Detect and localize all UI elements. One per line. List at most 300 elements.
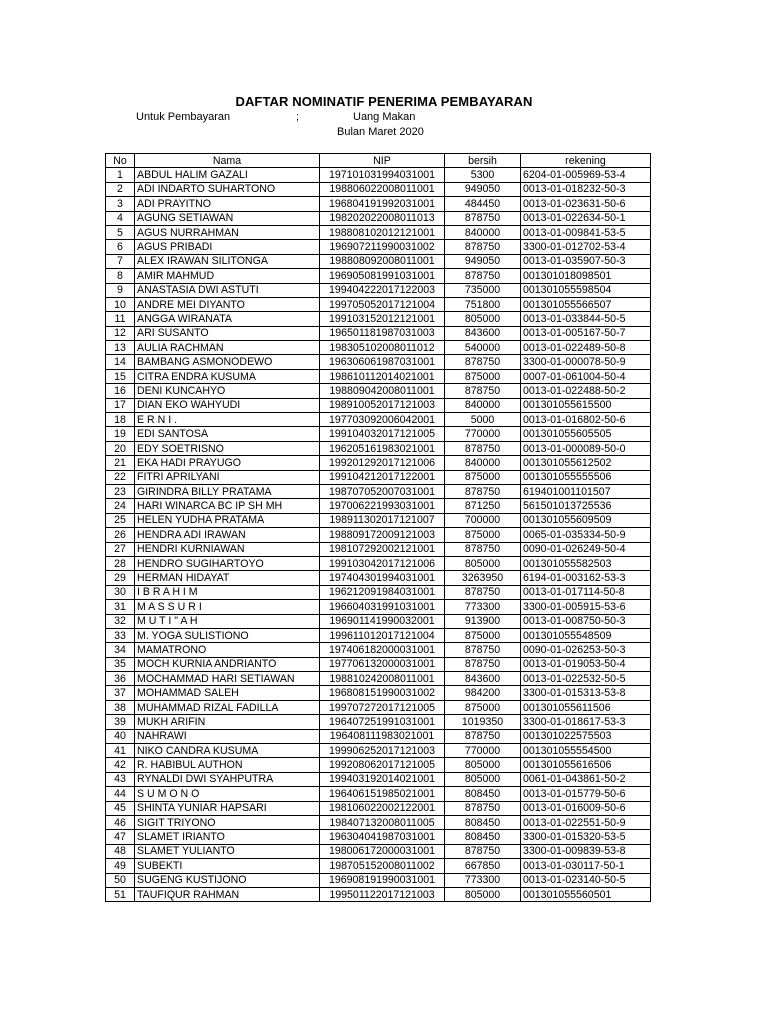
net-amount: 878750 — [445, 384, 521, 398]
row-number: 12 — [106, 326, 135, 340]
employee-nip: 197404301994031001 — [320, 571, 445, 585]
table-row — [106, 787, 651, 801]
employee-nip: 196407251991031001 — [320, 715, 445, 729]
employee-nip: 196408111983021001 — [320, 729, 445, 743]
table-row — [106, 312, 651, 326]
account-number: 001301022575503 — [521, 729, 651, 743]
table-row — [106, 197, 651, 211]
row-number: 39 — [106, 715, 135, 729]
employee-nip: 196808151990031002 — [320, 686, 445, 700]
employee-nip: 199403192014021001 — [320, 772, 445, 786]
net-amount: 843600 — [445, 326, 521, 340]
table-row — [106, 729, 651, 743]
row-number: 47 — [106, 830, 135, 844]
row-number: 7 — [106, 254, 135, 268]
row-number: 9 — [106, 283, 135, 297]
employee-nip: 196304041987031001 — [320, 830, 445, 844]
employee-name: MUKH ARIFIN — [135, 715, 320, 729]
account-number: 001301055616506 — [521, 758, 651, 772]
row-number: 34 — [106, 643, 135, 657]
row-number: 16 — [106, 384, 135, 398]
row-number: 27 — [106, 542, 135, 556]
column-header-nama: Nama — [135, 154, 320, 168]
account-number: 0065-01-035334-50-9 — [521, 528, 651, 542]
table-row — [106, 269, 651, 283]
employee-name: GIRINDRA BILLY PRATAMA — [135, 484, 320, 498]
row-number: 40 — [106, 729, 135, 743]
employee-name: M A S S U R I — [135, 600, 320, 614]
account-number: 0013-01-017114-50-8 — [521, 585, 651, 599]
table-row — [106, 441, 651, 455]
row-number: 44 — [106, 787, 135, 801]
net-amount: 667850 — [445, 859, 521, 873]
account-number: 001301055566507 — [521, 297, 651, 311]
table-row — [106, 830, 651, 844]
table-row — [106, 355, 651, 369]
column-header-bersih: bersih — [445, 154, 521, 168]
net-amount: 805000 — [445, 312, 521, 326]
employee-nip: 198707052007031001 — [320, 484, 445, 498]
nominative-table — [105, 153, 651, 902]
net-amount: 878750 — [445, 484, 521, 498]
employee-nip: 199103152012121001 — [320, 312, 445, 326]
account-number: 001301055598504 — [521, 283, 651, 297]
account-number: 0013-01-023140-50-5 — [521, 873, 651, 887]
employee-nip: 196907211990031002 — [320, 240, 445, 254]
account-number: 0007-01-061004-50-4 — [521, 369, 651, 383]
net-amount: 5300 — [445, 168, 521, 182]
employee-name: NAHRAWI — [135, 729, 320, 743]
net-amount: 770000 — [445, 427, 521, 441]
account-number: 0013-01-035907-50-3 — [521, 254, 651, 268]
net-amount: 805000 — [445, 887, 521, 901]
employee-nip: 196212091984031001 — [320, 585, 445, 599]
account-number: 3300-01-000078-50-9 — [521, 355, 651, 369]
table-row — [106, 427, 651, 441]
employee-nip: 199906252017121003 — [320, 744, 445, 758]
account-number: 0061-01-043861-50-2 — [521, 772, 651, 786]
table-row — [106, 542, 651, 556]
account-number: 3300-01-018617-53-3 — [521, 715, 651, 729]
employee-name: ANGGA WIRANATA — [135, 312, 320, 326]
account-number: 0013-01-030117-50-1 — [521, 859, 651, 873]
employee-nip: 197703092006042001 — [320, 413, 445, 427]
table-row — [106, 225, 651, 239]
table-row — [106, 643, 651, 657]
employee-nip: 198407132008011005 — [320, 815, 445, 829]
employee-nip: 199707272017121005 — [320, 700, 445, 714]
employee-name: ANDRE MEI DIYANTO — [135, 297, 320, 311]
net-amount: 875000 — [445, 628, 521, 642]
employee-nip: 196901141990032001 — [320, 614, 445, 628]
account-number: 0013-01-023631-50-6 — [521, 197, 651, 211]
employee-name: BAMBANG ASMONODEWO — [135, 355, 320, 369]
table-row — [106, 815, 651, 829]
account-number: 0013-01-022488-50-2 — [521, 384, 651, 398]
account-number: 3300-01-015313-53-8 — [521, 686, 651, 700]
row-number: 30 — [106, 585, 135, 599]
row-number: 3 — [106, 197, 135, 211]
employee-nip: 198305102008011012 — [320, 341, 445, 355]
table-row — [106, 326, 651, 340]
employee-name: EDY SOETRISNO — [135, 441, 320, 455]
row-number: 37 — [106, 686, 135, 700]
row-number: 46 — [106, 815, 135, 829]
account-number: 3300-01-012702-53-4 — [521, 240, 651, 254]
column-header-no: No — [106, 154, 135, 168]
account-number: 3300-01-009839-53-8 — [521, 844, 651, 858]
row-number: 4 — [106, 211, 135, 225]
employee-nip: 198809172009121003 — [320, 528, 445, 542]
table-row — [106, 484, 651, 498]
column-header-rekening: rekening — [521, 154, 651, 168]
account-number: 0013-01-018232-50-3 — [521, 182, 651, 196]
net-amount: 540000 — [445, 341, 521, 355]
account-number: 0013-01-000089-50-0 — [521, 441, 651, 455]
account-number: 001301055605505 — [521, 427, 651, 441]
account-number: 0013-01-019053-50-4 — [521, 657, 651, 671]
row-number: 50 — [106, 873, 135, 887]
table-row — [106, 600, 651, 614]
row-number: 17 — [106, 398, 135, 412]
employee-name: AGUS PRIBADI — [135, 240, 320, 254]
employee-name: SLAMET IRIANTO — [135, 830, 320, 844]
row-number: 31 — [106, 600, 135, 614]
row-number: 32 — [106, 614, 135, 628]
employee-name: R. HABIBUL AUTHON — [135, 758, 320, 772]
employee-nip: 197406182000031001 — [320, 643, 445, 657]
employee-nip: 199404222017122003 — [320, 283, 445, 297]
table-row — [106, 384, 651, 398]
employee-nip: 196604031991031001 — [320, 600, 445, 614]
employee-name: HERMAN HIDAYAT — [135, 571, 320, 585]
account-number: 0013-01-009841-53-5 — [521, 225, 651, 239]
net-amount: 878750 — [445, 801, 521, 815]
employee-name: MAMATRONO — [135, 643, 320, 657]
account-number: 0013-01-016802-50-6 — [521, 413, 651, 427]
account-number: 001301055615500 — [521, 398, 651, 412]
employee-nip: 198107292002121001 — [320, 542, 445, 556]
row-number: 25 — [106, 513, 135, 527]
row-number: 5 — [106, 225, 135, 239]
employee-name: M U T I " A H — [135, 614, 320, 628]
employee-nip: 196905081991031001 — [320, 269, 445, 283]
net-amount: 878750 — [445, 643, 521, 657]
row-number: 19 — [106, 427, 135, 441]
employee-nip: 199501122017121003 — [320, 887, 445, 901]
employee-nip: 199611012017121004 — [320, 628, 445, 642]
employee-name: SHINTA YUNIAR HAPSARI — [135, 801, 320, 815]
net-amount: 871250 — [445, 499, 521, 513]
row-number: 6 — [106, 240, 135, 254]
account-number: 001301055554500 — [521, 744, 651, 758]
row-number: 10 — [106, 297, 135, 311]
employee-name: DENI KUNCAHYO — [135, 384, 320, 398]
employee-name: E R N I . — [135, 413, 320, 427]
row-number: 33 — [106, 628, 135, 642]
net-amount: 878750 — [445, 211, 521, 225]
account-number: 0013-01-022532-50-5 — [521, 672, 651, 686]
net-amount: 875000 — [445, 528, 521, 542]
account-number: 001301055611506 — [521, 700, 651, 714]
employee-name: SUBEKTI — [135, 859, 320, 873]
employee-nip: 198911302017121007 — [320, 513, 445, 527]
employee-name: DIAN EKO WAHYUDI — [135, 398, 320, 412]
document-title: DAFTAR NOMINATIF PENERIMA PEMBAYARAN — [235, 94, 533, 109]
table-row — [106, 700, 651, 714]
table-row — [106, 715, 651, 729]
account-number: 001301055560501 — [521, 887, 651, 901]
employee-name: EKA HADI PRAYUGO — [135, 456, 320, 470]
net-amount: 878750 — [445, 355, 521, 369]
net-amount: 805000 — [445, 772, 521, 786]
table-row — [106, 758, 651, 772]
net-amount: 840000 — [445, 225, 521, 239]
table-row — [106, 297, 651, 311]
purpose-separator: ; — [296, 111, 300, 123]
net-amount: 751800 — [445, 297, 521, 311]
row-number: 26 — [106, 528, 135, 542]
employee-nip: 197706132000031001 — [320, 657, 445, 671]
employee-nip: 198910052017121003 — [320, 398, 445, 412]
net-amount: 805000 — [445, 556, 521, 570]
row-number: 43 — [106, 772, 135, 786]
account-number: 001301055555506 — [521, 470, 651, 484]
net-amount: 805000 — [445, 758, 521, 772]
account-number: 3300-01-005915-53-6 — [521, 600, 651, 614]
net-amount: 484450 — [445, 197, 521, 211]
net-amount: 808450 — [445, 787, 521, 801]
employee-nip: 198202022008011013 — [320, 211, 445, 225]
employee-name: ABDUL HALIM GAZALI — [135, 168, 320, 182]
employee-nip: 196205161983021001 — [320, 441, 445, 455]
employee-nip: 199104032017121005 — [320, 427, 445, 441]
employee-name: FITRI APRILYANI — [135, 470, 320, 484]
account-number: 0013-01-005167-50-7 — [521, 326, 651, 340]
row-number: 51 — [106, 887, 135, 901]
purpose-value: Uang Makan — [353, 111, 416, 123]
account-number: 0013-01-033844-50-5 — [521, 312, 651, 326]
employee-nip: 198810242008011001 — [320, 672, 445, 686]
employee-name: AGUS NURRAHMAN — [135, 225, 320, 239]
table-row — [106, 657, 651, 671]
employee-name: CITRA ENDRA KUSUMA — [135, 369, 320, 383]
row-number: 28 — [106, 556, 135, 570]
employee-name: MOHAMMAD SALEH — [135, 686, 320, 700]
employee-name: RYNALDI DWI SYAHPUTRA — [135, 772, 320, 786]
employee-nip: 197101031994031001 — [320, 168, 445, 182]
employee-nip: 199103042017121006 — [320, 556, 445, 570]
net-amount: 1019350 — [445, 715, 521, 729]
table-row — [106, 240, 651, 254]
employee-name: I B R A H I M — [135, 585, 320, 599]
table-row — [106, 528, 651, 542]
net-amount: 700000 — [445, 513, 521, 527]
row-number: 49 — [106, 859, 135, 873]
row-number: 20 — [106, 441, 135, 455]
employee-name: AULIA RACHMAN — [135, 341, 320, 355]
employee-nip: 196804191992031001 — [320, 197, 445, 211]
row-number: 13 — [106, 341, 135, 355]
table-row — [106, 571, 651, 585]
employee-name: EDI SANTOSA — [135, 427, 320, 441]
net-amount: 875000 — [445, 700, 521, 714]
account-number: 001301055582503 — [521, 556, 651, 570]
net-amount: 949050 — [445, 182, 521, 196]
row-number: 11 — [106, 312, 135, 326]
employee-name: MUHAMMAD RIZAL FADILLA — [135, 700, 320, 714]
employee-name: ALEX IRAWAN SILITONGA — [135, 254, 320, 268]
employee-name: AGUNG SETIAWAN — [135, 211, 320, 225]
employee-nip: 199104212017122001 — [320, 470, 445, 484]
row-number: 29 — [106, 571, 135, 585]
row-number: 22 — [106, 470, 135, 484]
employee-nip: 198106022002122001 — [320, 801, 445, 815]
period-label: Bulan Maret 2020 — [337, 126, 424, 138]
table-row — [106, 499, 651, 513]
table-row — [106, 887, 651, 901]
employee-name: HELEN YUDHA PRATAMA — [135, 513, 320, 527]
employee-nip: 198808102012121001 — [320, 225, 445, 239]
table-header-row — [106, 154, 651, 168]
account-number: 6194-01-003162-53-3 — [521, 571, 651, 585]
net-amount: 875000 — [445, 369, 521, 383]
account-number: 0090-01-026249-50-4 — [521, 542, 651, 556]
employee-nip: 196908191990031001 — [320, 873, 445, 887]
row-number: 45 — [106, 801, 135, 815]
table-row — [106, 470, 651, 484]
row-number: 18 — [106, 413, 135, 427]
net-amount: 984200 — [445, 686, 521, 700]
employee-name: TAUFIQUR RAHMAN — [135, 887, 320, 901]
table-row — [106, 585, 651, 599]
net-amount: 878750 — [445, 542, 521, 556]
account-number: 001301018098501 — [521, 269, 651, 283]
table-row — [106, 254, 651, 268]
table-row — [106, 686, 651, 700]
employee-nip: 199201292017121006 — [320, 456, 445, 470]
employee-name: NIKO CANDRA KUSUMA — [135, 744, 320, 758]
account-number: 619401001101507 — [521, 484, 651, 498]
net-amount: 770000 — [445, 744, 521, 758]
employee-nip: 198809042008011001 — [320, 384, 445, 398]
employee-nip: 198705152008011002 — [320, 859, 445, 873]
employee-name: SIGIT TRIYONO — [135, 815, 320, 829]
purpose-label: Untuk Pembayaran — [136, 111, 231, 123]
employee-name: ADI PRAYITNO — [135, 197, 320, 211]
table-row — [106, 513, 651, 527]
table-row — [106, 283, 651, 297]
table-row — [106, 614, 651, 628]
account-number: 3300-01-015320-53-5 — [521, 830, 651, 844]
employee-nip: 196501181987031003 — [320, 326, 445, 340]
net-amount: 878750 — [445, 657, 521, 671]
table-row — [106, 556, 651, 570]
row-number: 42 — [106, 758, 135, 772]
net-amount: 913900 — [445, 614, 521, 628]
row-number: 36 — [106, 672, 135, 686]
employee-name: HENDRA ADI IRAWAN — [135, 528, 320, 542]
table-row — [106, 211, 651, 225]
table-row — [106, 413, 651, 427]
account-number: 6204-01-005969-53-4 — [521, 168, 651, 182]
net-amount: 878750 — [445, 729, 521, 743]
employee-name: MOCHAMMAD HARI SETIAWAN — [135, 672, 320, 686]
employee-name: ADI INDARTO SUHARTONO — [135, 182, 320, 196]
employee-nip: 198006172000031001 — [320, 844, 445, 858]
table-row — [106, 859, 651, 873]
net-amount: 878750 — [445, 240, 521, 254]
table-body — [106, 168, 651, 902]
net-amount: 5000 — [445, 413, 521, 427]
column-header-nip: NIP — [320, 154, 445, 168]
table-row — [106, 628, 651, 642]
account-number: 0013-01-016009-50-6 — [521, 801, 651, 815]
account-number: 001301055612502 — [521, 456, 651, 470]
row-number: 41 — [106, 744, 135, 758]
table-row — [106, 744, 651, 758]
account-number: 0013-01-008750-50-3 — [521, 614, 651, 628]
employee-name: ARI SUSANTO — [135, 326, 320, 340]
employee-name: SUGENG KUSTIJONO — [135, 873, 320, 887]
net-amount: 843600 — [445, 672, 521, 686]
net-amount: 840000 — [445, 456, 521, 470]
employee-name: AMIR MAHMUD — [135, 269, 320, 283]
row-number: 21 — [106, 456, 135, 470]
table-row — [106, 844, 651, 858]
table-row — [106, 182, 651, 196]
net-amount: 878750 — [445, 844, 521, 858]
employee-nip: 198610112014021001 — [320, 369, 445, 383]
account-number: 0013-01-022634-50-1 — [521, 211, 651, 225]
net-amount: 875000 — [445, 470, 521, 484]
row-number: 38 — [106, 700, 135, 714]
account-number: 001301055609509 — [521, 513, 651, 527]
employee-name: ANASTASIA DWI ASTUTI — [135, 283, 320, 297]
employee-nip: 199208062017121005 — [320, 758, 445, 772]
row-number: 8 — [106, 269, 135, 283]
net-amount: 773300 — [445, 873, 521, 887]
employee-name: MOCH KURNIA ANDRIANTO — [135, 657, 320, 671]
row-number: 35 — [106, 657, 135, 671]
employee-name: HARI WINARCA BC IP SH MH — [135, 499, 320, 513]
row-number: 15 — [106, 369, 135, 383]
table-row — [106, 772, 651, 786]
employee-nip: 198808092008011001 — [320, 254, 445, 268]
net-amount: 808450 — [445, 815, 521, 829]
net-amount: 878750 — [445, 269, 521, 283]
net-amount: 878750 — [445, 585, 521, 599]
account-number: 001301055548509 — [521, 628, 651, 642]
row-number: 48 — [106, 844, 135, 858]
row-number: 1 — [106, 168, 135, 182]
employee-name: S U M O N O — [135, 787, 320, 801]
account-number: 0090-01-026253-50-3 — [521, 643, 651, 657]
employee-nip: 196306061987031001 — [320, 355, 445, 369]
table-row — [106, 801, 651, 815]
account-number: 0013-01-022551-50-9 — [521, 815, 651, 829]
employee-nip: 198806022008011001 — [320, 182, 445, 196]
account-number: 561501013725536 — [521, 499, 651, 513]
employee-name: M. YOGA SULISTIONO — [135, 628, 320, 642]
net-amount: 773300 — [445, 600, 521, 614]
table-row — [106, 341, 651, 355]
net-amount: 949050 — [445, 254, 521, 268]
account-number: 0013-01-015779-50-6 — [521, 787, 651, 801]
table-row — [106, 456, 651, 470]
employee-nip: 196406151985021001 — [320, 787, 445, 801]
net-amount: 3263950 — [445, 571, 521, 585]
